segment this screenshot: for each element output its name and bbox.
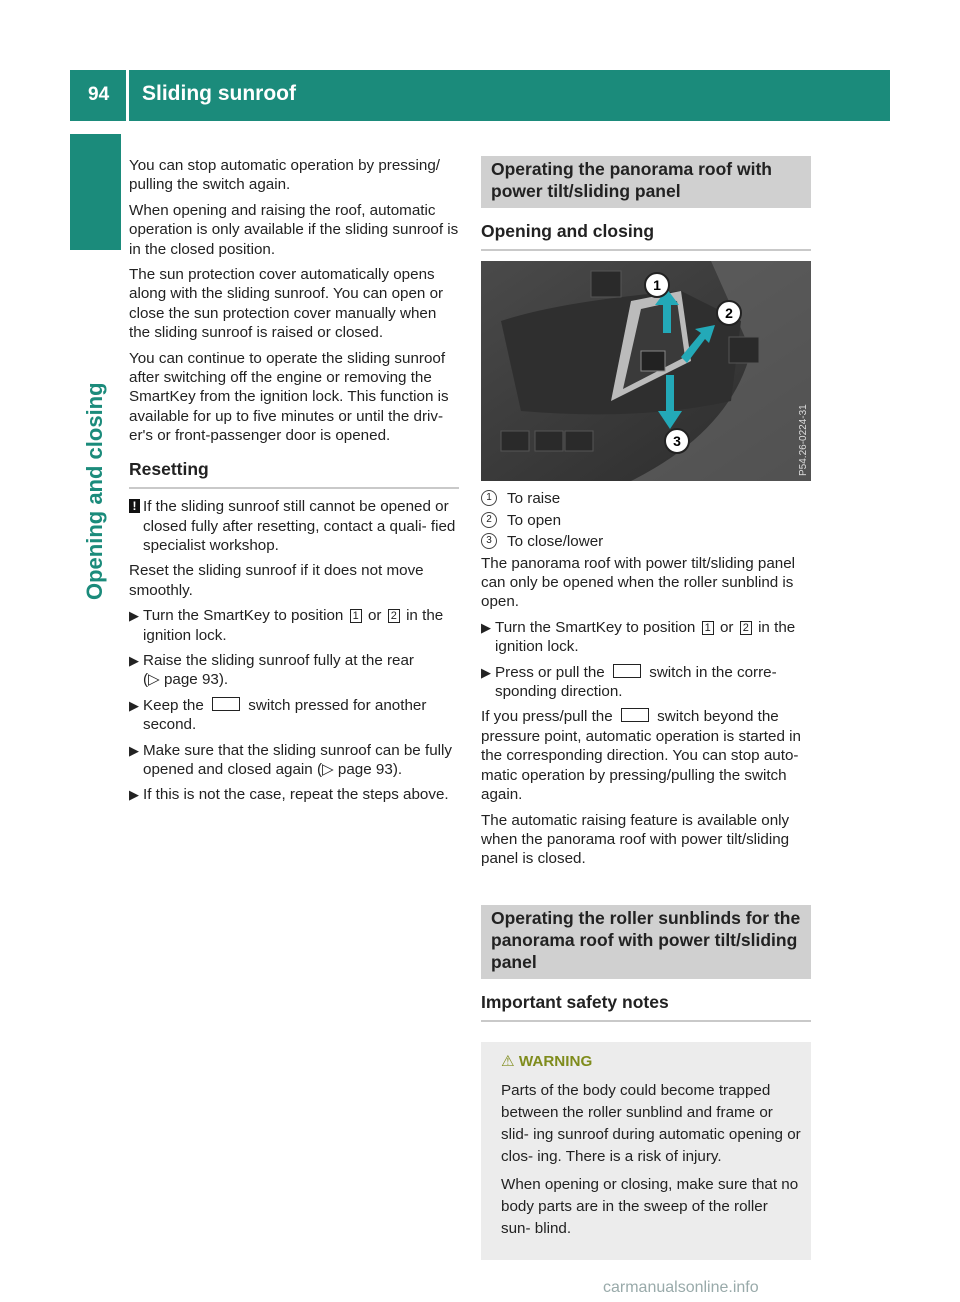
legend-item (481, 511, 811, 530)
step-text: switch in the corre- sponding direction. (495, 663, 777, 701)
step-arrow-icon: ▶ (129, 742, 139, 758)
page-reference[interactable]: (▷ page 93). (143, 671, 229, 689)
subsection-heading: Important safety notes (481, 993, 811, 1022)
warning-triangle-icon: ⚠ (501, 1053, 515, 1071)
key-position-2-icon: 2 (740, 621, 752, 635)
step-arrow-icon: ▶ (481, 664, 491, 680)
instruction-step (481, 663, 811, 702)
roof-control-panel-image (481, 261, 811, 481)
section-heading: Operating the panorama roof with power tilt/sliding panel (481, 156, 811, 208)
legend-number-icon: 1 (481, 490, 497, 506)
caution-note (129, 497, 459, 555)
legend-number-icon: 3 (481, 533, 497, 549)
legend-text: To close/lower (507, 533, 604, 551)
legend-text: To raise (507, 490, 561, 508)
step-arrow-icon: ▶ (481, 619, 491, 635)
switch-icon (613, 664, 641, 678)
legend-item (481, 489, 811, 508)
step-arrow-icon: ▶ (129, 608, 139, 624)
switch-icon (621, 708, 649, 722)
paragraph: The panorama roof with power tilt/sliding panel can only be opened when the roller sunblind is open. (481, 554, 796, 611)
legend-number-icon: 2 (481, 512, 497, 528)
callout-2: 2 (725, 305, 733, 322)
exclamation-icon: ! (129, 499, 140, 513)
warning-header (501, 1052, 801, 1071)
image-code: P54.26-0224-31 (798, 404, 809, 477)
paragraph: You can continue to operate the sliding sunroof after switching off the engine or removing the SmartKey from the ignition lock. This function is available for up to five minutes or until the driv- er's or front-passenger door is opened. (129, 349, 449, 445)
paragraph: You can stop automatic operation by pressing/ pulling the switch again. (129, 157, 440, 194)
legend-text: To open (507, 511, 562, 529)
paragraph-text: switch beyond the pressure point, automatic operation is started in the corresponding direction. You can stop auto- matic operation by pressing/pulling the switch again. (481, 708, 801, 804)
footer-url[interactable]: carmanualsonline.info (603, 1279, 759, 1296)
step-arrow-icon: ▶ (129, 697, 139, 713)
callout-3: 3 (673, 433, 681, 450)
paragraph (481, 707, 811, 804)
right-column (481, 156, 811, 1260)
step-text: switch pressed for another second. (143, 696, 427, 734)
step-text: Raise the sliding sunroof fully at the rear (143, 651, 414, 669)
step-text: Turn the SmartKey to position (143, 607, 344, 625)
warning-title: WARNING (518, 1053, 593, 1071)
section-tab (70, 134, 121, 250)
page-number: 94 (88, 84, 110, 105)
paragraph: The automatic raising feature is available only when the panorama roof with power tilt/sliding panel is closed. (481, 811, 790, 868)
note-text: If the sliding sunroof still cannot be opened or closed fully after resetting, contact a quali- fied specialist workshop. (143, 498, 456, 554)
key-position-2-icon: 2 (388, 609, 400, 623)
step-text: Keep the (143, 696, 204, 714)
instruction-step (481, 618, 811, 657)
header-divider (126, 70, 129, 121)
switch-icon (212, 697, 240, 711)
warning-paragraph: Parts of the body could become trapped between the roller sunblind and frame or slid- ing sunroof during automatic opening or clos- ing. There is a risk of injury. (501, 1081, 801, 1165)
paragraph-text: If you press/pull the (481, 708, 613, 726)
step-arrow-icon: ▶ (129, 787, 139, 803)
overhead-panel-illustration (481, 261, 811, 481)
instruction-step (129, 651, 459, 690)
subsection-heading: Opening and closing (481, 222, 811, 251)
page-title: Sliding sunroof (142, 82, 296, 105)
paragraph: When opening and raising the roof, automatic operation is only available if the sliding sunroof is in the closed position. (129, 201, 459, 258)
resetting-heading: Resetting (129, 460, 459, 489)
page-header (70, 70, 890, 121)
callout-1: 1 (653, 277, 661, 294)
warning-box (481, 1042, 811, 1259)
section-heading: Operating the roller sunblinds for the panorama roof with power tilt/sliding panel (481, 905, 811, 979)
warning-paragraph: When opening or closing, make sure that no body parts are in the sweep of the roller sun- blind. (501, 1175, 799, 1237)
step-text: If this is not the case, repeat the steps above. (143, 786, 449, 804)
step-text: Make sure that the sliding sunroof can be fully opened and closed again (▷ page 93). (143, 741, 452, 778)
step-text: in the ignition lock. (143, 607, 444, 644)
instruction-step (129, 741, 459, 780)
paragraph: The sun protection cover automatically opens along with the sliding sunroof. You can open or close the sun protection cover manually when the sliding sunroof is raised or closed. (129, 266, 444, 342)
left-column (129, 156, 459, 811)
step-text: Press or pull the (495, 663, 605, 681)
key-position-1-icon: 1 (702, 621, 714, 635)
section-label: Opening and closing (82, 382, 107, 600)
step-arrow-icon: ▶ (129, 652, 139, 668)
step-text: or (367, 607, 382, 625)
paragraph: Reset the sliding sunroof if it does not move smoothly. (129, 562, 424, 599)
step-text: Turn the SmartKey to position (495, 618, 696, 636)
step-text: or (719, 618, 734, 636)
legend-item (481, 532, 811, 551)
instruction-step (129, 696, 459, 735)
instruction-step (129, 785, 459, 804)
step-text: in the ignition lock. (495, 618, 796, 656)
key-position-1-icon: 1 (350, 609, 362, 623)
instruction-step (129, 606, 459, 645)
